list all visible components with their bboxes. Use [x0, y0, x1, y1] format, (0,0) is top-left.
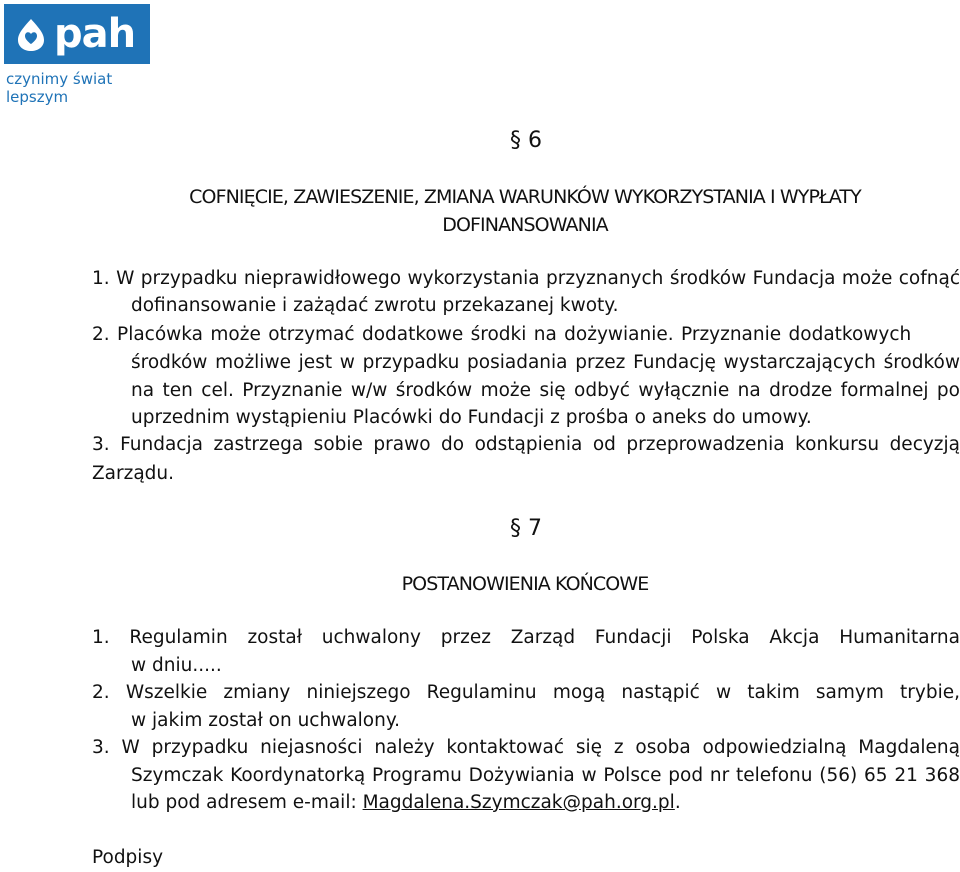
signatures-label: Podpisy	[92, 847, 164, 868]
section-6-item-3-line-1: 3. Fundacja zastrzega sobie prawo do odstąpienia od przeprowadzenia konkursu decyzją	[92, 434, 960, 455]
logo-tagline: czynimy świat lepszym	[6, 70, 113, 106]
section-7-item-2-line-1: 2. Wszelkie zmiany niniejszego Regulaminu mogą nastąpić w takim samym trybie,	[92, 682, 960, 703]
section-7-item-3-line-3	[131, 792, 681, 813]
section-6-item-2-line-1: 2. Placówka może otrzymać dodatkowe środki na dożywianie. Przyznanie dodatkowych	[92, 324, 912, 345]
email-prefix: lub pod adresem e-mail:	[131, 792, 363, 813]
pah-logo	[4, 4, 154, 106]
section-7-title: POSTANOWIENIA KOŃCOWE	[401, 573, 649, 595]
section-6-mark: § 6	[510, 128, 542, 153]
section-7-item-3-line-2: Szymczak Koordynatorką Programu Dożywiania w Polsce pod nr telefonu (56) 65 21 368	[131, 765, 960, 786]
logo-box	[4, 4, 150, 64]
email-link[interactable]: Magdalena.Szymczak@pah.org.pl	[362, 792, 675, 813]
section-6-title-line-2: DOFINANSOWANIA	[442, 214, 608, 236]
section-7-item-2-line-2: w jakim został on uchwalony.	[131, 710, 401, 731]
section-6-item-2-line-4: uprzednim wystąpieniu Placówki do Fundacji z prośba o aneks do umowy.	[131, 407, 812, 428]
heart-drop-icon	[16, 16, 46, 52]
section-6-item-2-line-2: środków możliwe jest w przypadku posiadania przez Fundację wystarczających środków	[131, 352, 960, 373]
section-6-item-1-line-2: dofinansowanie i zażądać zwrotu przekazanej kwoty.	[131, 295, 619, 316]
logo-word: pah	[54, 11, 136, 57]
email-suffix: .	[674, 792, 681, 813]
section-6-item-1-line-1: 1. W przypadku nieprawidłowego wykorzystania przyznanych środków Fundacja może cofnąć	[92, 268, 960, 289]
section-6-item-3-line-2: Zarządu.	[92, 463, 175, 484]
section-7-item-1-line-1: 1. Regulamin został uchwalony przez Zarząd Fundacji Polska Akcja Humanitarna	[92, 627, 960, 648]
section-7-item-3-line-1: 3. W przypadku niejasności należy kontaktować się z osoba odpowiedzialną Magdaleną	[92, 737, 960, 758]
section-7-mark: § 7	[510, 516, 542, 541]
section-6-title-line-1: COFNIĘCIE, ZAWIESZENIE, ZMIANA WARUNKÓW WYKORZYSTANIA I WYPŁATY	[189, 186, 861, 208]
section-7-item-1-line-2: w dniu.....	[131, 655, 222, 676]
section-6-item-2-line-3: na ten cel. Przyznanie w/w środków może się odbyć wyłącznie na drodze formalnej po	[131, 380, 960, 401]
